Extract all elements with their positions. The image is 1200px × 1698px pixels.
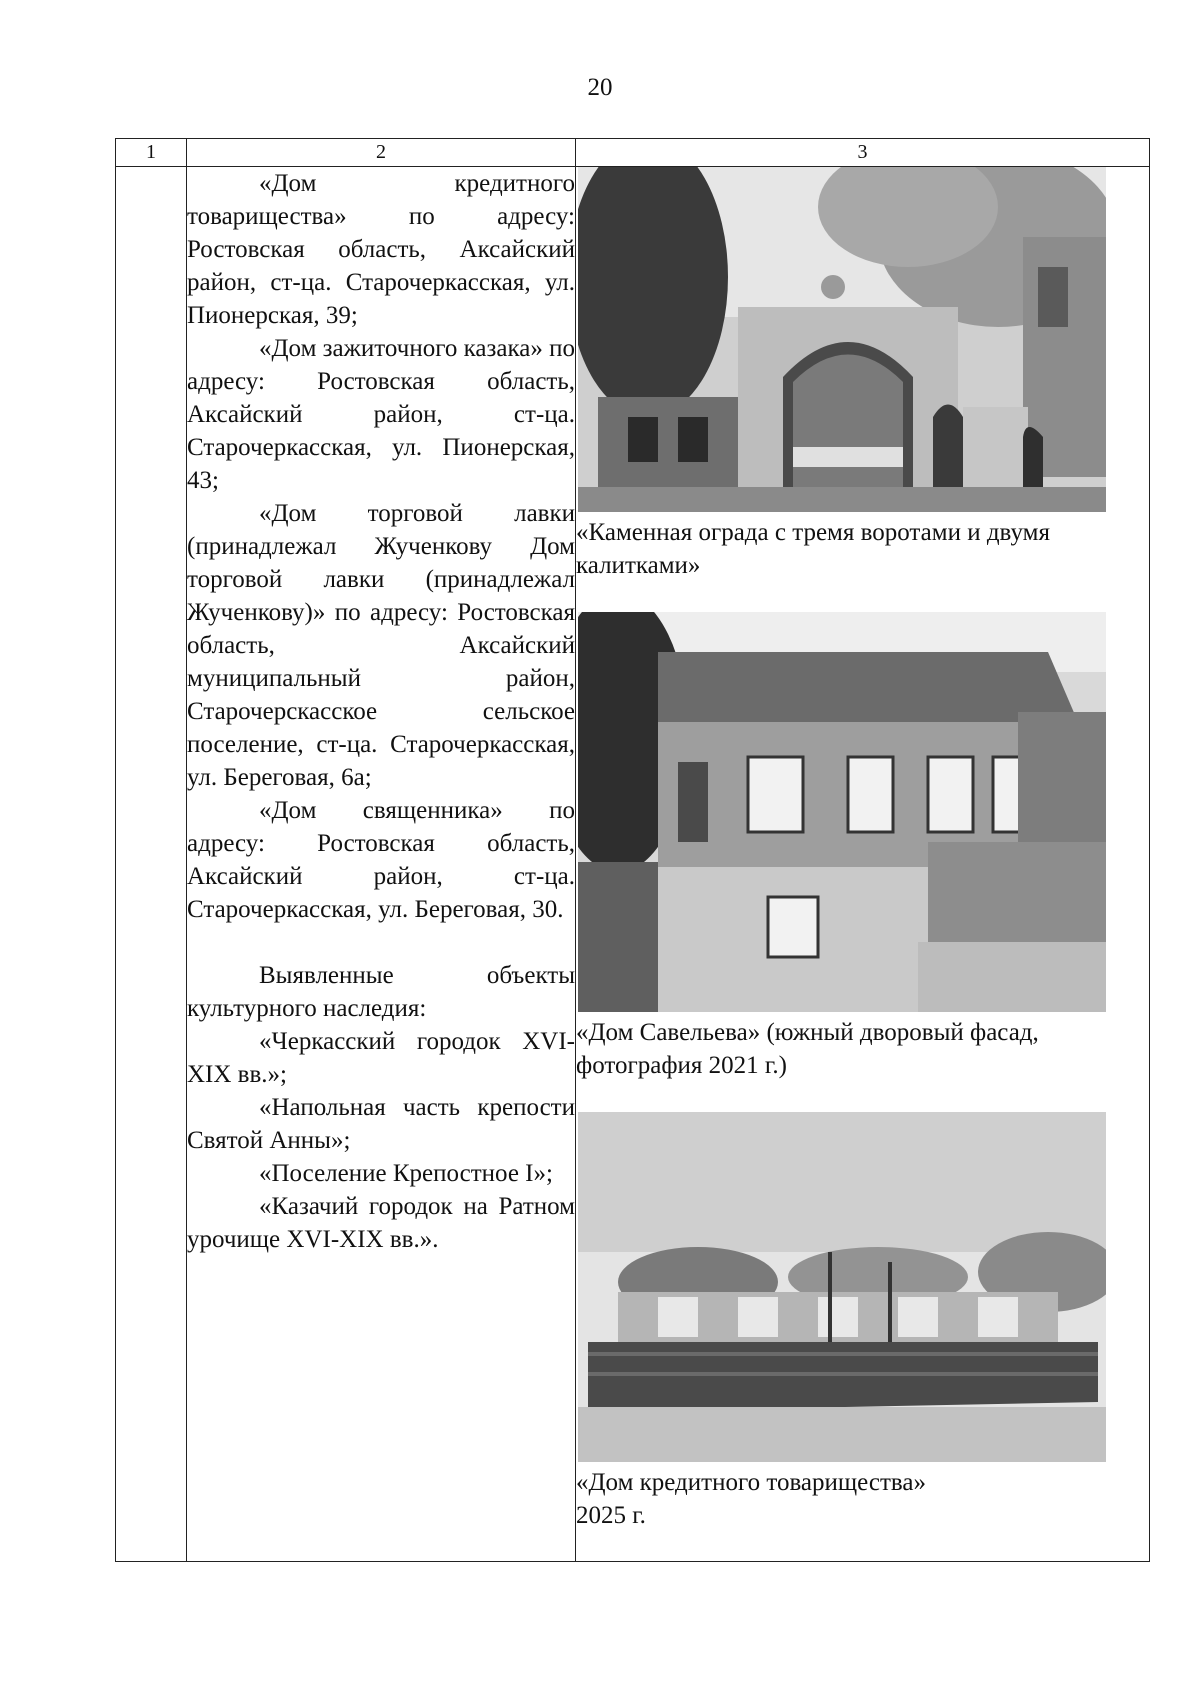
header-col-2: 2 <box>187 139 576 167</box>
object-paragraph: «Дом торговой лавки (принадлежал Жученкову Дом торговой лавки (принадлежал Жученкову)» по адресу: Ростовская область, Аксайский муниципальный район, Старочерскасское сельское поселение, ст-ца. Старочеркасская, ул. Береговая, 6а; <box>187 500 575 791</box>
header-col-1: 1 <box>116 139 187 167</box>
photo-caption: «Дом Савельева» (южный дворовый фасад, фотография 2021 г.) <box>576 1019 1039 1079</box>
cell-col-1 <box>116 167 187 1562</box>
identified-object: «Казачий городок на Ратном урочище XVI-XIX вв.». <box>187 1193 575 1253</box>
identified-object: «Черкасский городок XVI-XIX вв.»; <box>187 1028 575 1088</box>
page-number: 20 <box>587 74 613 101</box>
photo-caption: «Каменная ограда с тремя воротами и двумя калитками» <box>576 519 1050 579</box>
identified-object: «Напольная часть крепости Святой Анны»; <box>187 1094 575 1154</box>
fenced-site-photo <box>578 1112 1106 1462</box>
table-row <box>116 167 1150 1562</box>
object-paragraph: «Дом зажиточного казака» по адресу: Ростовская область, Аксайский район, ст-ца. Старочеркасская, ул. Пионерская, 43; <box>187 335 575 494</box>
object-paragraph: «Дом кредитного товарищества» по адресу: Ростовская область, Аксайский район, ст-ца. Старочеркасская, ул. Пионерская, 39; <box>187 170 575 329</box>
cell-col-2 <box>187 167 576 1562</box>
spacer <box>576 582 1149 612</box>
wooden-house-photo <box>578 612 1106 1012</box>
identified-heading: Выявленные объекты культурного наследия: <box>187 962 575 1022</box>
table-header-row <box>116 139 1150 167</box>
object-paragraph: «Дом священника» по адресу: Ростовская область, Аксайский район, ст-ца. Старочеркасская, ул. Береговая, 30. <box>187 797 575 923</box>
stone-gate-photo <box>578 167 1106 512</box>
photo-caption: «Дом кредитного товарищества» 2025 г. <box>576 1469 926 1529</box>
spacer <box>187 926 575 959</box>
identified-object: «Поселение Крепостное I»; <box>259 1160 553 1187</box>
cell-col-3 <box>576 167 1150 1562</box>
spacer <box>576 1082 1149 1112</box>
objects-table <box>115 138 1150 1562</box>
header-col-3: 3 <box>576 139 1150 167</box>
